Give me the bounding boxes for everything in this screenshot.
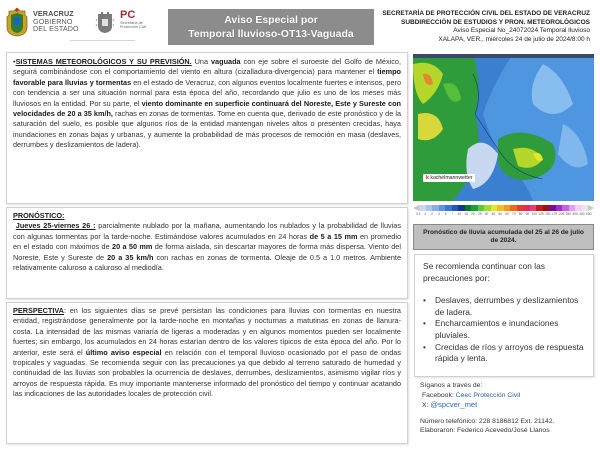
rainfall-color-scale bbox=[413, 205, 594, 219]
scale-label: 5 bbox=[444, 212, 447, 216]
x-handle-link[interactable]: @spcver_met bbox=[430, 400, 478, 410]
scale-label: 7 bbox=[451, 212, 454, 216]
scale-arrow-left-icon bbox=[413, 205, 419, 211]
phone-number: Número telefónico: 228 8186812 Ext. 21142. bbox=[420, 417, 555, 425]
contact-info: Síganos a través de: Facebook: Ceec Protección Civil X: @spcver_met Número telefónico: 228 8186812 Ext. 21142. Elaboraron: Federico Acevedo/José Llanos bbox=[420, 382, 555, 435]
map-caption: Pronóstico de lluvia acumulada del 25 al 26 de julio de 2024. bbox=[413, 224, 594, 250]
scale-label: 20 bbox=[471, 212, 475, 216]
map-header-bar bbox=[413, 54, 594, 58]
veracruz-government-logo-text: VERACRUZ GOBIERNO DEL ESTADO bbox=[33, 9, 79, 34]
section-title: PERSPECTIVA bbox=[13, 306, 64, 315]
logo-divider bbox=[70, 40, 135, 41]
precautions-list bbox=[423, 295, 585, 365]
scale-label: 300 bbox=[572, 212, 578, 216]
scale-label: 80 bbox=[518, 212, 523, 216]
meteorological-systems-section: •SISTEMAS METEOROLÓGICOS Y SU PREVISIÓN. Una vaguada con eje sobre el suroeste del Golfo de México, seguirá combinándose con el comportamiento del viento en altura (cizalladura-divergencia) para mantener el tiempo favorable para lluvias y tormentas en el estado de Veracruz, con algunos eventos localmente fuertes e intensos, pero con tendencia a ser una situación normal para esta época del año, recordando que julio es uno de los meses más lluviosos en la entidad. Por su parte, el viento dominante en superficie continuará del Noreste, Este y Sureste con velocidades de 20 a 35 km/h, rachas en zonas de tormentas. Tome en cuenta que, derivado de este pronóstico y de la saturación del suelo, es posible que algunos ríos de la entidad mantengan niveles altos o presenten crecidas, haya inundaciones en zonas bajas y urbanas, y aumente la probabilidad de más procesos de remoción en masa (deslaves, derrumbes y deslizamientos de ladera). bbox=[6, 52, 408, 204]
scale-label: 1 bbox=[424, 212, 427, 216]
scale-color-bar bbox=[419, 205, 588, 211]
section-title: PRONÓSTICO: bbox=[13, 211, 65, 220]
scale-label: 50 bbox=[498, 212, 502, 216]
title-line-2: Temporal lluvioso-OT13-Vaguada bbox=[188, 28, 354, 40]
facebook-link[interactable]: Ceec Protección Civil bbox=[455, 391, 521, 399]
scale-label: 175 bbox=[551, 212, 558, 216]
scale-label: 40 bbox=[491, 212, 496, 216]
scale-label: 10 bbox=[457, 212, 462, 216]
list-item: • Deslaves, derrumbes y deslizamientos de ladera. bbox=[423, 295, 585, 318]
precautions-box bbox=[414, 254, 594, 377]
scale-label: 15 bbox=[464, 212, 468, 216]
precautions-intro: Se recomienda continuar con las precauciones por: bbox=[423, 261, 545, 283]
agency-name: SECRETARÍA DE PROTECCIÓN CIVIL DEL ESTADO DE VERACRUZ bbox=[382, 10, 590, 17]
scale-labels bbox=[415, 212, 592, 216]
scale-arrow-right-icon bbox=[588, 205, 594, 211]
authors: Elaboraron: Federico Acevedo/José Llanos bbox=[420, 427, 550, 435]
scale-label: 3 bbox=[437, 212, 440, 216]
scale-label: 25 bbox=[477, 212, 482, 216]
bulletin-number: Aviso Especial No_24072024 Temporal lluvioso bbox=[453, 27, 590, 35]
list-item: • Crecidas de ríos y arroyos de respuesta rápida y lenta. bbox=[423, 342, 585, 365]
scale-label: 90 bbox=[525, 212, 530, 216]
scale-label: 100 bbox=[531, 212, 537, 216]
civil-protection-seal-icon bbox=[95, 10, 115, 34]
veracruz-coat-of-arms-icon bbox=[6, 7, 28, 37]
scale-label: 70 bbox=[512, 212, 516, 216]
pc-logo-text: PC Secretaría de Protección Civil bbox=[120, 9, 147, 30]
scale-label: 250 bbox=[565, 212, 571, 216]
forecast-section: PRONÓSTICO: Jueves 25-viernes 26 : parcialmente nublado por la mañana, aumentando los nublados y la probabilidad de lluvias con algunas tormentas por la tarde-noche. Estimándose valores acumulados en 24 horas de 5 a 15 mm en promedio en el estado con máximos de 20 a 50 mm de forma aislada, sin descartar mayores de forma más dispersa. Viento del Noreste, Este y Sureste de 20 a 35 km/h con rachas en zonas de tormenta. Oleaje de 0.5 a 1.0 metros. Ambiente relativamente caluroso a caluroso al mediodía. bbox=[6, 207, 408, 299]
page-title bbox=[168, 9, 374, 45]
title-line-1: Aviso Especial por bbox=[224, 14, 318, 26]
scale-label: 60 bbox=[505, 212, 509, 216]
scale-label: 0.1 bbox=[416, 212, 421, 216]
section-title: SISTEMAS METEOROLÓGICOS Y SU PREVISIÓN. bbox=[15, 57, 192, 66]
follow-label: Síganos a través de: bbox=[420, 382, 483, 389]
list-item: • Encharcamientos e inundaciones pluviales. bbox=[423, 318, 585, 341]
bulletin-date: XALAPA, VER., miércoles 24 de julio de 2024/8:00 h bbox=[438, 35, 590, 43]
map-watermark: k kachelmannwetter bbox=[423, 174, 475, 182]
forecast-day: Jueves 25-viernes 26 : bbox=[15, 221, 96, 231]
scale-label: 400 bbox=[579, 212, 585, 216]
agency-subdivision: SUBDIRECCIÓN DE ESTUDIOS Y PRON. METEOROLÓGICOS bbox=[400, 18, 590, 26]
scale-label: 500 bbox=[586, 212, 592, 216]
scale-label: 150 bbox=[545, 212, 551, 216]
scale-label: 200 bbox=[558, 212, 565, 216]
scale-label: 30 bbox=[484, 212, 489, 216]
scale-label: 125 bbox=[538, 212, 544, 216]
agency-info bbox=[382, 10, 590, 44]
outlook-section: PERSPECTIVA: en los siguientes días se prevé persistan las condiciones para lluvias con tormentas en nuestra entidad, registrándose generalmente por la tarde-noche en montañas y nocturnas a matutinas en zonas de llanura-costa. La intensidad de las mismas variaría de ligeras a moderadas y en algunos momentos pueden ser localmente fuertes; sin embargo, los acumulados en 24 horas estarían dentro de los valores típicos de esta época del año. Por lo anterior, este será el último aviso especial en relación con el temporal lluvioso ocasionado por el paso de ondas tropicales y vaguadas. Se recomienda seguir con las precauciones ya que debido al terreno saturado de humedad y continuidad de las lluvias son probables la ocurrencia de deslaves, derrumbes, deslizamientos, asimismo vigilar ríos y arroyos de respuesta rápida. Es muy importante mantenerse informado del pronóstico del tiempo y continuar acatando las indicaciones de las autoridades locales de protección civil. bbox=[6, 302, 408, 444]
header bbox=[0, 0, 600, 46]
scale-label: 2 bbox=[431, 212, 433, 216]
rainfall-forecast-map bbox=[413, 54, 594, 201]
